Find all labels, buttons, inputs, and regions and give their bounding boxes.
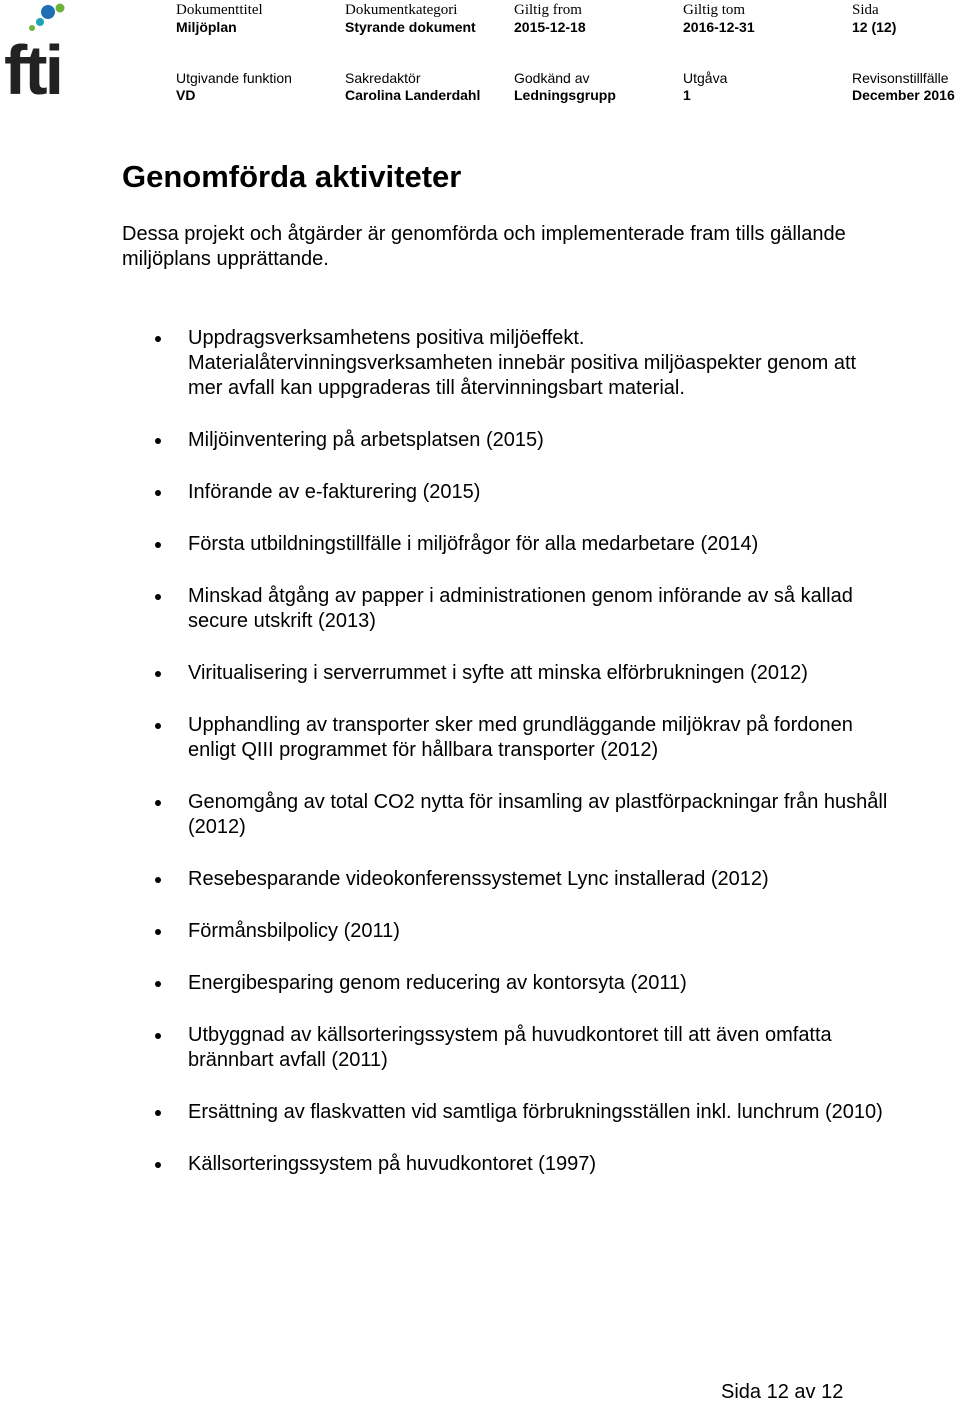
intro-paragraph: Dessa projekt och åtgärder är genomförda och implementerade fram tills gällande miljöplans upprättande. [122, 223, 846, 270]
header-page: Sida 12 (12) [852, 2, 897, 35]
list-item-text: Utbyggnad av källsorteringssystem på huvudkontoret till att även omfatta brännbart avfall (2011) [188, 1024, 832, 1071]
list-item-text: Viritualisering i serverrummet i syfte att minska elförbrukningen (2012) [188, 662, 808, 684]
list-item [0, 919, 888, 944]
list-item [0, 661, 888, 686]
list-item-text: Upphandling av transporter sker med grundläggande miljökrav på fordonen enligt QIII programmet för hållbara transporter (2012) [188, 714, 853, 761]
page-footer: Sida 12 av 12 [721, 1381, 844, 1403]
list-item-text: Förmånsbilpolicy (2011) [188, 920, 400, 942]
list-item [0, 713, 888, 763]
bullet-icon [155, 594, 161, 600]
list-item [0, 480, 888, 505]
header-row-2 [0, 70, 960, 110]
list-item [0, 971, 888, 996]
bullet-icon [155, 800, 161, 806]
bullet-icon [155, 723, 161, 729]
list-item-text: Källsorteringssystem på huvudkontoret (1997) [188, 1153, 596, 1175]
list-item [0, 1152, 888, 1177]
header-document-category: Dokumentkategori Styrande dokument [345, 2, 476, 35]
bullet-icon [155, 929, 161, 935]
list-item-text: Införande av e-fakturering (2015) [188, 481, 481, 503]
header-valid-from: Giltig from 2015-12-18 [514, 2, 586, 35]
header-valid-to: Giltig tom 2016-12-31 [683, 2, 755, 35]
bullet-icon [155, 336, 161, 342]
activity-list [0, 326, 960, 1204]
list-item-text: Energibesparing genom reducering av kontorsyta (2011) [188, 972, 687, 994]
bullet-icon [155, 671, 161, 677]
list-item [0, 790, 888, 840]
bullet-icon [155, 1110, 161, 1116]
header-edition: Utgåva 1 [683, 70, 728, 103]
bullet-icon [155, 877, 161, 883]
bullet-icon [155, 981, 161, 987]
list-item-text: Uppdragsverksamhetens positiva miljöeffekt. Materialåtervinningsverksamheten innebär positiva miljöaspekter genom att mer avfall kan uppgraderas till återvinningsbart material. [188, 327, 857, 399]
list-item [0, 1100, 888, 1125]
header-editor: Sakredaktör Carolina Landerdahl [345, 70, 481, 103]
list-item-text: Genomgång av total CO2 nytta för insamling av plastförpackningar från hushåll (2012) [188, 791, 888, 838]
list-item-text: Minskad åtgång av papper i administrationen genom införande av så kallad secure utskrift (2013) [188, 585, 853, 632]
list-item [0, 1023, 888, 1073]
list-item-text: Resebesparande videokonferenssystemet Lync installerad (2012) [188, 868, 769, 890]
bullet-icon [155, 438, 161, 444]
logo-wordmark: fti [4, 31, 62, 98]
list-item-text: Ersättning av flaskvatten vid samtliga förbrukningsställen inkl. lunchrum (2010) [188, 1101, 883, 1123]
header-document-title: Dokumenttitel Miljöplan [176, 2, 263, 35]
list-item-text: Miljöinventering på arbetsplatsen (2015) [188, 429, 544, 451]
list-item [0, 867, 888, 892]
list-item-text: Första utbildningstillfälle i miljöfrågor för alla medarbetare (2014) [188, 533, 759, 555]
bullet-icon [155, 542, 161, 548]
list-item [0, 428, 888, 453]
bullet-icon [155, 490, 161, 496]
header-issuing-function: Utgivande funktion VD [176, 70, 292, 103]
header-revision: Revisonstillfälle December 2016 [852, 70, 955, 103]
list-item [0, 532, 888, 557]
header-approved-by: Godkänd av Ledningsgrupp [514, 70, 616, 103]
list-item [0, 326, 888, 401]
bullet-icon [155, 1162, 161, 1168]
bullet-icon [155, 1033, 161, 1039]
header-row-1 [0, 2, 960, 42]
page-title: Genomförda aktiviteter [122, 159, 462, 194]
list-item [0, 584, 888, 634]
